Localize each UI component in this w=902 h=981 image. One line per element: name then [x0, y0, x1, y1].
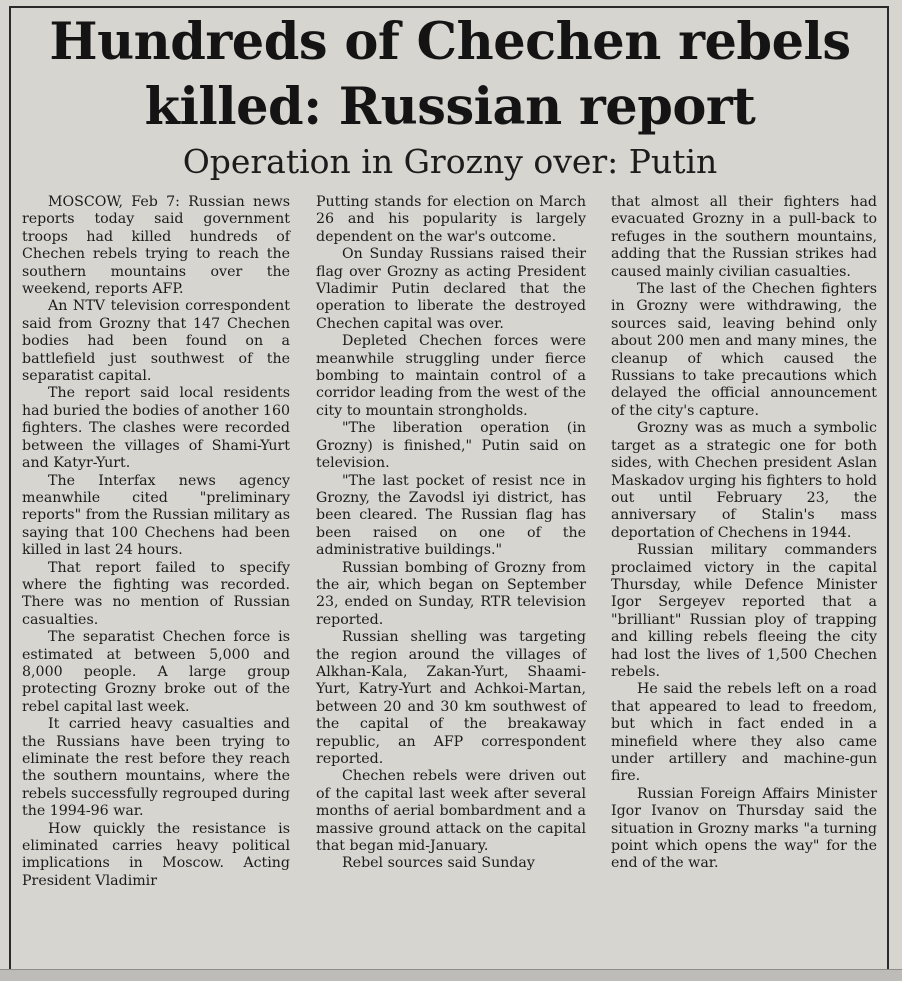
paragraph: The report said local residents had buried the bodies of another 160 fighters. The clashes were recorded between the villages of Shami-Yurt and Katyr-Yurt.	[22, 385, 290, 472]
paragraph: On Sunday Russians raised their flag over Grozny as acting President Vladimir Putin declared that the operation to liberate the destroyed Chechen capital was over.	[316, 246, 586, 332]
paragraph: The separatist Chechen force is estimated at between 5,000 and 8,000 people. A large group protecting Grozny broke out of the rebel capital last week.	[22, 629, 290, 715]
paragraph: How quickly the resistance is eliminated carries heavy political implications in Moscow. Acting President Vladimir	[22, 820, 290, 889]
paragraph: The Interfax news agency meanwhile cited "preliminary reports" from the Russian military as saying that 100 Chechens had been killed in last 24 hours.	[22, 472, 290, 559]
paragraph: Russian military commanders proclaimed victory in the capital Thursday, while Defence Minister Igor Sergeyev reported that a "brilliant" Russian ploy of trapping and killing rebels fleeing the city had lost the lives of 1,500 Chechen rebels.	[611, 542, 877, 680]
article-column-2	[316, 194, 586, 873]
paragraph: Putting stands for election on March 26 and his popularity is largely dependent on the war's outcome.	[316, 194, 586, 245]
paragraph: Rebel sources said Sunday	[342, 855, 535, 872]
paragraph: That report failed to specify where the fighting was recorded. There was no mention of Russian casualties.	[22, 559, 290, 628]
headline-line-1: Hundreds of Chechen rebels	[49, 12, 851, 72]
paragraph: Russian Foreign Affairs Minister Igor Ivanov on Thursday said the situation in Grozny marks "a turning point which opens the way" for the end of the war.	[611, 785, 877, 872]
paragraph: Grozny was as much a symbolic target as a strategic one for both sides, with Chechen president Aslan Maskadov urging his fighters to hold out until February 23, the anniversary of Stalin's mass deportation of Chechens in 1944.	[611, 420, 877, 541]
paragraph: Depleted Chechen forces were meanwhile struggling under fierce bombing to maintain control of a corridor leading from the west of the city to mountain strongholds.	[316, 333, 586, 419]
headline	[12, 10, 888, 140]
paragraph: that almost all their fighters had evacuated Grozny in a pull-back to refuges in the southern mountains, adding that the Russian strikes had caused mainly civilian casualties.	[611, 194, 877, 280]
paragraph: The last of the Chechen fighters in Grozny were withdrawing, the sources said, leaving behind only about 200 men and many mines, the cleanup of which caused the Russians to take precautions which delayed the official announcement of the city's capture.	[611, 281, 877, 419]
paragraph: It carried heavy casualties and the Russians have been trying to eliminate the rest before they reach the southern mountains, where the rebels successfully regrouped during the 1994-96 war.	[22, 716, 290, 820]
paragraph: He said the rebels left on a road that appeared to lead to freedom, but which in fact ended in a minefield where they also came under artillery and machine-gun fire.	[611, 681, 877, 785]
headline-line-2: killed: Russian report	[144, 77, 756, 137]
article-column-1	[22, 194, 290, 890]
scan-bottom-edge	[0, 969, 902, 981]
paragraph: Russian shelling was targeting the region around the villages of Alkhan-Kala, Zakan-Yurt, Shaami-Yurt, Katry-Yurt and Achkoi-Martan, between 20 and 30 km southwest of the capital of the breakaway republic, an AFP correspondent reported.	[316, 629, 586, 767]
paragraph: Russian bombing of Grozny from the air, which began on September 23, ended on Sunday, RTR television reported.	[316, 559, 586, 628]
paragraph: "The liberation operation (in Grozny) is finished," Putin said on television.	[316, 420, 586, 472]
paragraph: MOSCOW, Feb 7: Russian news reports today said government troops had killed hundreds of Chechen rebels trying to reach the southern mountains over the weekend, reports AFP.	[22, 194, 290, 298]
subheadline: Operation in Grozny over: Putin	[182, 142, 718, 181]
article-column-3	[611, 194, 877, 873]
paragraph: Chechen rebels were driven out of the capital last week after several months of aerial bombardment and a massive ground attack on the capital that began mid-January.	[316, 768, 586, 855]
paragraph: "The last pocket of resist nce in Grozny, the Zavodsl iyi district, has been cleared. The Russian flag has been raised on one of the administrative buildings."	[316, 472, 586, 559]
paragraph: An NTV television correspondent said from Grozny that 147 Chechen bodies had been found on a battlefield just southwest of the separatist capital.	[22, 298, 290, 385]
